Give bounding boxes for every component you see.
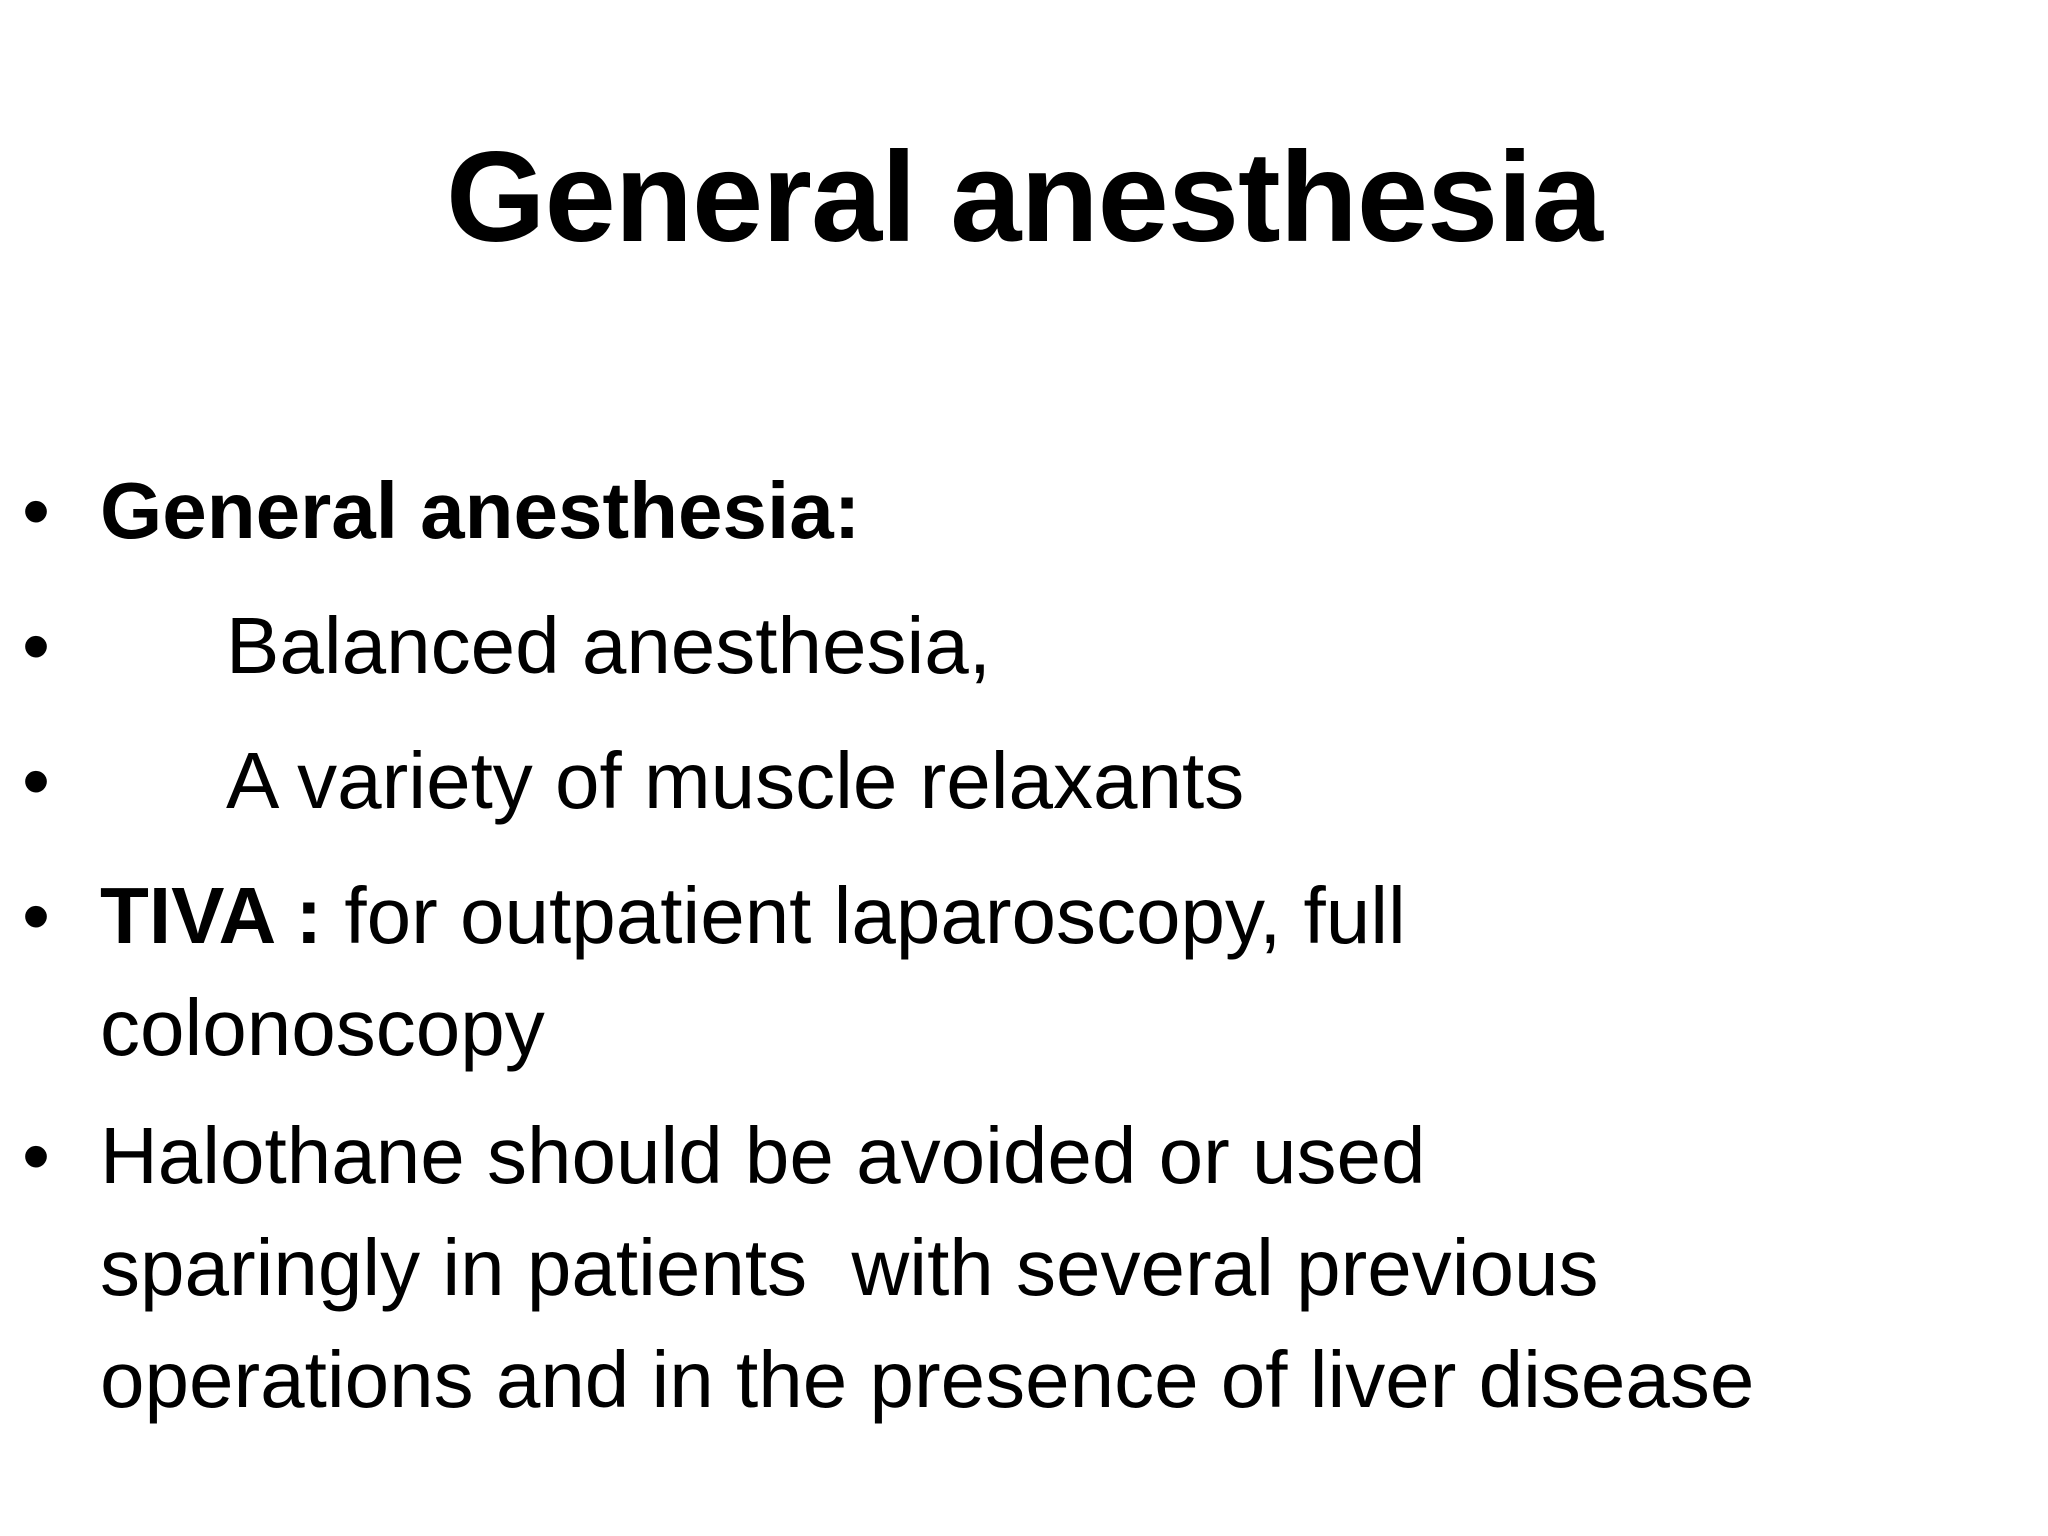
bullet-line: operations and in the presence of liver disease (100, 1335, 1755, 1424)
bullet-line: colonoscopy (100, 983, 545, 1072)
bullet-text (100, 1100, 1754, 1436)
bullet-marker: • (22, 1111, 51, 1200)
bullet-text (100, 860, 1406, 1084)
bullet-marker: • (22, 601, 51, 690)
bullet-line-text: for outpatient laparoscopy, full (322, 871, 1406, 960)
bullet-line: sparingly in patients with several previous (100, 1223, 1599, 1312)
bullet-text: General anesthesia: (100, 466, 861, 555)
bullet-text: Balanced anesthesia, (226, 601, 991, 690)
bullet-line: Halothane should be avoided or used (100, 1111, 1426, 1200)
bullet-marker: • (22, 871, 51, 960)
bullet-marker: • (22, 466, 51, 555)
bullet-marker: • (22, 736, 51, 825)
slide-title: General anesthesia (446, 126, 1602, 269)
bullet-line (100, 860, 1406, 972)
bullet-text: A variety of muscle relaxants (226, 736, 1245, 825)
bullet-bold-label: TIVA : (100, 871, 323, 960)
